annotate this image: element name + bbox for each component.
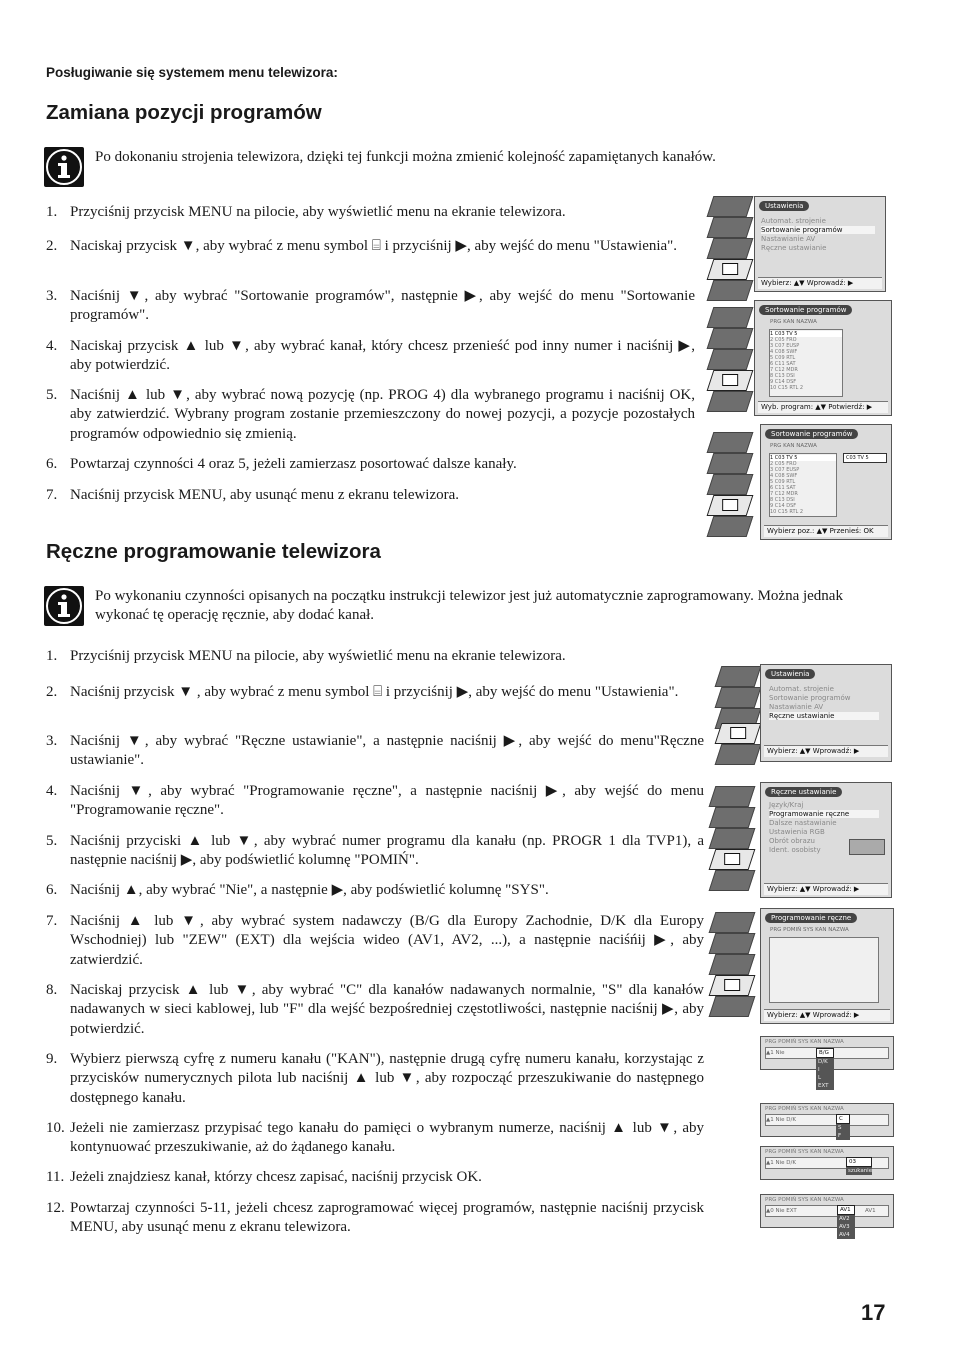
list-item: 2. Naciśnij przycisk ▼ , aby wybrać z menu symbol ⌸ i przyciśnij ▶, aby wejść do menu "Ustawienia". <box>46 684 679 700</box>
list-item: 3. Naciśnij ▼, aby wybrać "Ręczne ustawianie", a następnie naciśnij ▶, aby wejść do menu"Ręczne ustawianie". <box>46 733 704 769</box>
list-item: 9. Wybierz pierwszą cyfrę z numeru kanału ("KAN"), następnie drugą cyfrę numeru kanału, korzystając z przycisków numerycznych pilota lub naciśnij ▲ lub ▼, aby rozpocząć przeszukiwanie do następnego dostępnego kanału. <box>46 1051 704 1106</box>
list-item: 10. Jeżeli nie zamierzasz przypisać tego kanału do pamięci o wybranym numerze, naciśnij ▲ lub ▼, aby kontynuować przeszukiwanie, aż do żądanego kanału. <box>46 1120 704 1156</box>
info-icon <box>44 586 84 626</box>
running-header: Posługiwanie się systemem menu telewizora: <box>46 65 338 80</box>
list-item: 6. Powtarzaj czynności 4 oraz 5, jeżeli zamierzasz posortować dalsze kanały. <box>46 456 517 472</box>
list-item: 12. Powtarzaj czynności 5-11, jeżeli chcesz zaprogramować więcej programów, następnie naciśnij przycisk MENU, aby usunąć menu z ekranu telewizora. <box>46 1200 704 1236</box>
list-item: 1. Przyciśnij przycisk MENU na pilocie, aby wyświetlić menu na ekranie telewizora. <box>46 648 566 664</box>
list-item: 11. Jeżeli znajdziesz kanał, którzy chcesz zapisać, naciśnij przycisk OK. <box>46 1169 482 1185</box>
list-item: 5. Naciśnij ▲ lub ▼, aby wybrać nową pozycję (np. PROG 4) dla wybranego programu i naciśnij OK, aby zatwierdzić. Wybrany program zostanie przemieszczony do nowej pozycji, a pozycje pozostałych programów odpowiednio się zmienią. <box>46 387 695 442</box>
info-note-sort: Po dokonaniu strojenia telewizora, dzięki tej funkcji można zmienić kolejność zapamiętanych kanałów. <box>95 149 716 165</box>
section-title-manual: Ręczne programowanie telewizora <box>46 540 381 563</box>
section-title-sort: Zamiana pozycji programów <box>46 101 322 124</box>
setup-tab-icon <box>707 259 754 280</box>
list-item: 3. Naciśnij ▼, aby wybrać "Sortowanie programów", następnie ▶, aby wejść do menu "Sortowanie programów". <box>46 288 695 324</box>
list-item: 5. Naciśnij przyciski ▲ lub ▼, aby wybrać numer programu dla kanału (np. PROGR 1 dla TVP1), a następnie naciśnij ▶, aby podświetlić kolumnę "POMIŃ". <box>46 833 704 869</box>
channel-type-options: C S F <box>836 1114 850 1140</box>
list-item: 2. Naciskaj przycisk ▼, aby wybrać z menu symbol ⌸ i przyciśnij ▶, aby wejść do menu "Ustawienia". <box>46 238 678 254</box>
page-number: 17 <box>861 1300 886 1325</box>
channel-search-field: 03 szukanie <box>848 1159 873 1174</box>
info-icon <box>44 147 84 187</box>
list-item: 8. Naciskaj przycisk ▲ lub ▼, aby wybrać "C" dla kanałów nadawanych normalnie, "S" dla kanałów nadawanych w sieci kablowej, lub "F" dla wejść bezpośredniej częstotliwości, następnie naciśnij ▶, aby potwierdzić. <box>46 982 704 1037</box>
list-item: 6. Naciśnij ▲, aby wybrać "Nie", a następnie ▶, aby podświetlić kolumnę "SYS". <box>46 882 549 898</box>
list-item: 7. Naciśnij przycisk MENU, aby usunąć menu z ekranu telewizora. <box>46 487 460 503</box>
list-item: 4. Naciśnij ▼, aby wybrać "Programowanie ręczne", a następnie naciśnij ▶, aby wejść do menu "Programowanie ręczne". <box>46 783 704 819</box>
list-item: 4. Naciskaj przycisk ▲ lub ▼, aby wybrać kanał, który chcesz przenieść pod inny numer i naciśnij ▶, aby potwierdzić. <box>46 338 695 374</box>
av-options: AV1 AV2 AV3 AV4 <box>837 1205 855 1239</box>
system-options: B/G D/K I L EXT <box>816 1048 834 1090</box>
channel-strip-system: PRG POMIŃ SYS KAN NAZWA ▲1 Nie <box>760 1036 894 1070</box>
channel-strip-av: PRG POMIŃ SYS KAN NAZWA ▲0 Nie EXT AV1 <box>760 1194 894 1228</box>
channel-strip-search: PRG POMIŃ SYS KAN NAZWA ▲1 Nie D/K <box>760 1146 894 1180</box>
list-item: 1. Przyciśnij przycisk MENU na pilocie, aby wyświetlić menu na ekranie telewizora. <box>46 204 566 220</box>
channel-strip-type: PRG POMIŃ SYS KAN NAZWA ▲1 Nie D/K <box>760 1103 894 1137</box>
list-item: 7. Naciśnij ▲ lub ▼, aby wybrać system nadawczy (B/G dla Europy Zachodnie, D/K dla Europy Wschodniej) lub "ZEW" (EXT) dla wejścia wideo (AV1, AV2, ...), a następnie naciśńij ▶, aby zatwierdzić. <box>46 913 704 968</box>
info-note-manual: Po wykonaniu czynności opisanych na początku instrukcji telewizor jest już automatycznie zaprogramowany. Można jednak wykonać tę operację ręcznie, aby dodać kanał. <box>95 588 843 623</box>
